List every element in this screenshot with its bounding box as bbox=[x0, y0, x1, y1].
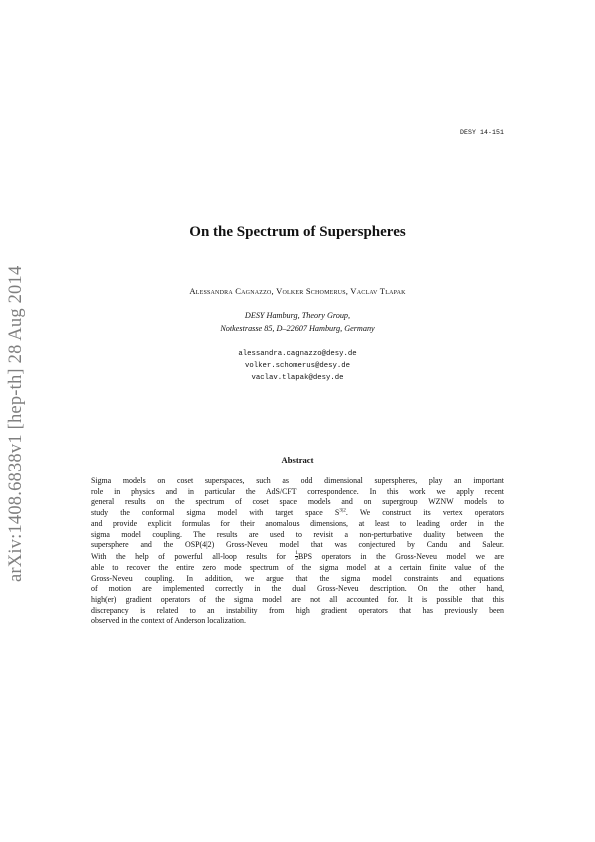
abstract-line: Sigma models on coset superspaces, such as odd dimensional superspheres, play an important bbox=[91, 476, 504, 485]
abstract-text-fragment: BPS operators in the Gross-Neveu model we are bbox=[298, 551, 504, 561]
abstract-line: general results on the spectrum of coset space models and on supergroup WZNW models to bbox=[91, 497, 504, 507]
superscript: 3|2 bbox=[339, 507, 346, 514]
abstract-line: sigma model coupling. The results are used to revisit a non-perturbative duality between the bbox=[91, 529, 504, 539]
abstract-line: able to recover the entire zero mode spectrum of the sigma model at a certain finite value of the bbox=[91, 562, 504, 572]
email-address: volker.schomerus@desy.de bbox=[244, 362, 351, 371]
fraction-numerator: 1 bbox=[295, 549, 298, 556]
abstract-text-fragment: . We construct its vertex operators bbox=[345, 508, 505, 518]
fraction-denominator: 2 bbox=[295, 556, 298, 563]
abstract-line: discrepancy is related to an instability from high gradient operators that has previously been bbox=[91, 605, 504, 615]
email-list bbox=[0, 348, 595, 385]
abstract-body bbox=[91, 476, 504, 627]
affiliation-line: DESY Hamburg, Theory Group, bbox=[244, 311, 351, 320]
paper-title: On the Spectrum of Superspheres bbox=[189, 224, 406, 240]
abstract-line bbox=[91, 551, 504, 563]
affiliation-line: Notkestrasse 85, D–22607 Hamburg, Germany bbox=[220, 323, 375, 333]
report-number: DESY 14-151 bbox=[459, 129, 504, 136]
abstract-line: of motion are implemented correctly in the dual Gross-Neveu description. On the other hand, bbox=[91, 584, 504, 594]
abstract-line: observed in the context of Anderson localization. bbox=[91, 616, 246, 626]
affiliation bbox=[0, 310, 595, 335]
abstract-line: supersphere and the OSP(4|2) Gross-Neveu model that was conjectured by Candu and Saleur. bbox=[91, 540, 504, 550]
abstract-heading: Abstract bbox=[281, 455, 314, 465]
abstract-line: Gross-Neveu coupling. In addition, we argue that the sigma model constraints and equations bbox=[91, 573, 504, 583]
abstract-line: role in physics and in particular the AdS/CFT correspondence. In this work we apply recent bbox=[91, 486, 504, 496]
abstract-line: high(er) gradient operators of the sigma model are not all accounted for. It is possible that this bbox=[91, 595, 504, 605]
abstract-line bbox=[91, 508, 504, 519]
arxiv-identifier-stamp: arXiv:1408.6838v1 [hep-th] 28 Aug 2014 bbox=[6, 265, 26, 582]
author-list: Alessandra Cagnazzo, Volker Schomerus, Vaclav Tlapak bbox=[189, 286, 406, 296]
abstract-text-fragment: study the conformal sigma model with target space S bbox=[91, 508, 340, 518]
abstract-text-fragment: With the help of powerful all-loop results for bbox=[91, 551, 296, 561]
email-address: vaclav.tlapak@desy.de bbox=[251, 374, 344, 383]
abstract-line: and provide explicit formulas for their anomalous dimensions, at least to leading order in the bbox=[91, 518, 504, 528]
email-address: alessandra.cagnazzo@desy.de bbox=[238, 350, 357, 358]
